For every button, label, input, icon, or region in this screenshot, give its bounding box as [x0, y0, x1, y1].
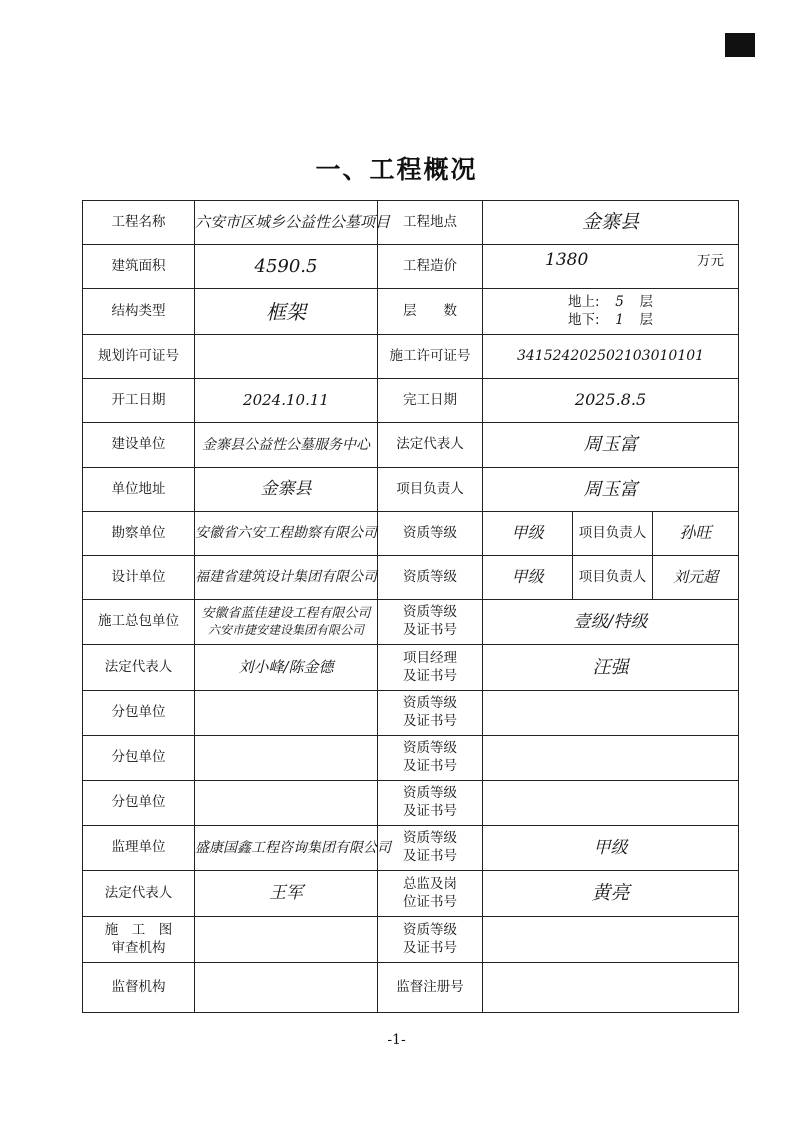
table-row [83, 691, 739, 736]
table-row [83, 736, 739, 781]
table-row [83, 556, 739, 600]
value-completion-date [483, 379, 739, 423]
value-subcontractor-3 [195, 781, 378, 826]
label-supervision-legal-rep: 法定代表人 [83, 871, 195, 917]
sub-1-qual-label-1: 资质等级 [403, 695, 457, 712]
value-start-date [195, 379, 378, 423]
above-ground-label: 地上: [567, 293, 600, 310]
chief-supervisor-value: 黄亮 [591, 882, 630, 905]
survey-unit-value: 安徽省六安工程勘察有限公司 [195, 525, 377, 542]
value-sub-3-grade [483, 781, 739, 826]
label-drawing-review [83, 917, 195, 963]
label-subcontractor-1: 分包单位 [83, 691, 195, 736]
value-floors [483, 289, 739, 335]
value-drawing-review-grade [483, 917, 739, 963]
label-supervision-unit: 监理单位 [83, 826, 195, 871]
table-row [83, 645, 739, 691]
supervision-legal-rep-value: 王军 [269, 883, 303, 904]
table-row [83, 871, 739, 917]
design-lead-value: 刘元超 [673, 567, 719, 586]
label-project-location: 工程地点 [378, 201, 483, 245]
label-address: 单位地址 [83, 468, 195, 512]
label-contractor-qual [378, 600, 483, 645]
project-cost-value: 1380 [545, 250, 589, 270]
value-supervision-unit [195, 826, 391, 871]
value-address [195, 468, 378, 512]
table-row [83, 963, 739, 1013]
floors-above-line [483, 294, 738, 312]
label-sub-1-qual [378, 691, 483, 736]
label-floors: 层 数 [378, 289, 483, 335]
drawing-review-qual-label-1: 资质等级 [403, 921, 457, 938]
drawing-review-qual-label-2: 及证书号 [403, 939, 457, 956]
table-row [83, 781, 739, 826]
table-row [83, 468, 739, 512]
design-unit-value: 福建省建筑设计集团有限公司 [195, 569, 377, 586]
value-regulatory-agency [195, 963, 378, 1013]
sub-2-qual-label-2: 及证书号 [403, 758, 457, 774]
cost-unit: 万元 [697, 253, 725, 269]
value-survey-unit [195, 512, 378, 556]
construction-permit-value: 341524202502103010101 [516, 348, 705, 365]
label-building-area: 建筑面积 [83, 245, 195, 289]
supervision-qual-label-2: 及证书号 [403, 848, 457, 864]
label-start-date: 开工日期 [83, 379, 195, 423]
value-project-cost [483, 245, 739, 289]
value-chief-supervisor [483, 871, 739, 917]
table-row [83, 600, 739, 645]
table-row [83, 512, 739, 556]
address-value: 金寨县 [260, 479, 312, 500]
sub-2-qual-label-1: 资质等级 [403, 740, 457, 757]
project-overview-table [82, 200, 739, 1013]
label-project-manager: 项目负责人 [378, 468, 483, 512]
contractor-legal-rep-value: 刘小峰/陈金德 [238, 657, 334, 676]
completion-date-value: 2025.8.5 [574, 390, 647, 410]
value-project-location [483, 201, 739, 245]
contractor-1-value: 安徽省蓝佳建设工程有限公司 [201, 605, 371, 621]
table-row [83, 335, 739, 379]
chief-supervisor-label-2: 位证书号 [403, 893, 457, 910]
project-location-value: 金寨县 [582, 211, 640, 234]
value-drawing-review [195, 917, 378, 963]
value-survey-grade [483, 512, 573, 556]
sub-3-qual-label-1: 资质等级 [403, 785, 457, 802]
floors-below-line [483, 312, 738, 330]
supervision-qual-label-1: 资质等级 [403, 830, 457, 847]
value-sub-1-grade [483, 691, 739, 736]
start-date-value: 2024.10.11 [243, 390, 329, 409]
label-pm-cert [378, 645, 483, 691]
value-contractor-pm [483, 645, 739, 691]
table-row [83, 245, 739, 289]
label-project-name: 工程名称 [83, 201, 195, 245]
developer-legal-rep-value: 周玉富 [583, 434, 638, 456]
below-ground-label: 地下: [567, 311, 600, 328]
label-regulatory-reg-no: 监督注册号 [378, 963, 483, 1013]
label-project-cost: 工程造价 [378, 245, 483, 289]
value-general-contractor [195, 600, 378, 645]
label-survey-unit: 勘察单位 [83, 512, 195, 556]
label-legal-rep: 法定代表人 [378, 423, 483, 468]
page-number: -1- [387, 1032, 406, 1048]
contractor-grade-value: 壹级/特级 [573, 611, 648, 632]
floors-below-value: 1 [615, 311, 624, 328]
value-survey-lead [653, 512, 739, 556]
label-survey-lead: 项目负责人 [573, 512, 653, 556]
table-row [83, 917, 739, 963]
developer-pm-value: 周玉富 [583, 478, 638, 500]
label-subcontractor-3: 分包单位 [83, 781, 195, 826]
drawing-review-label-1: 施 工 图 [104, 921, 173, 938]
sub-1-qual-label-2: 及证书号 [403, 713, 457, 729]
survey-grade-value: 甲级 [511, 523, 544, 543]
label-design-unit: 设计单位 [83, 556, 195, 600]
contractor-qual-label-2: 及证书号 [403, 622, 457, 638]
page-title: 一、工程概况 [315, 155, 478, 184]
value-contractor-legal-rep [195, 645, 378, 691]
sub-3-qual-label-2: 及证书号 [403, 803, 457, 819]
supervision-unit-value: 盛康国鑫工程咨询集团有限公司 [195, 839, 391, 856]
label-structure-type: 结构类型 [83, 289, 195, 335]
developer-value: 金寨县公益性公墓服务中心 [202, 436, 370, 453]
label-design-grade: 资质等级 [378, 556, 483, 600]
value-supervision-grade [483, 826, 739, 871]
pm-cert-label-2: 及证书号 [403, 667, 457, 684]
value-design-lead [653, 556, 739, 600]
label-sub-2-qual [378, 736, 483, 781]
survey-lead-value: 孙旺 [679, 523, 712, 543]
floors-above-value: 5 [615, 293, 624, 310]
value-regulatory-reg-no [483, 963, 739, 1013]
floor-unit-above: 层 [639, 293, 654, 310]
label-contractor-legal-rep: 法定代表人 [83, 645, 195, 691]
building-area-value: 4590.5 [254, 255, 318, 277]
label-drawing-review-qual [378, 917, 483, 963]
label-supervision-qual [378, 826, 483, 871]
contractor-pm-value: 汪强 [592, 656, 629, 678]
drawing-review-label-2: 审查机构 [111, 939, 166, 956]
value-developer-pm [483, 468, 739, 512]
label-completion-date: 完工日期 [378, 379, 483, 423]
floor-unit-below: 层 [639, 311, 654, 328]
value-construction-permit [483, 335, 739, 379]
value-subcontractor-2 [195, 736, 378, 781]
value-project-name [195, 201, 391, 245]
label-construction-permit: 施工许可证号 [378, 335, 483, 379]
value-building-area [195, 245, 378, 289]
value-design-unit [195, 556, 378, 600]
value-sub-2-grade [483, 736, 739, 781]
pm-cert-label-1: 项目经理 [403, 649, 457, 666]
label-design-lead: 项目负责人 [573, 556, 653, 600]
value-supervision-legal-rep [195, 871, 378, 917]
chief-supervisor-label-1: 总监及岗 [403, 875, 457, 892]
contractor-2-value: 六安市捷安建设集团有限公司 [207, 622, 364, 637]
label-developer: 建设单位 [83, 423, 195, 468]
table-row [83, 826, 739, 871]
table-row [83, 201, 739, 245]
label-sub-3-qual [378, 781, 483, 826]
table-row [83, 423, 739, 468]
corner-mark [725, 33, 755, 57]
label-general-contractor: 施工总包单位 [83, 600, 195, 645]
value-developer-legal-rep [483, 423, 739, 468]
value-planning-permit [195, 335, 378, 379]
label-survey-grade: 资质等级 [378, 512, 483, 556]
table-row [83, 379, 739, 423]
structure-type-value: 框架 [266, 299, 306, 324]
label-planning-permit: 规划许可证号 [83, 335, 195, 379]
contractor-qual-label-1: 资质等级 [403, 604, 457, 621]
value-contractor-grade [483, 600, 739, 645]
value-subcontractor-1 [195, 691, 378, 736]
project-name-value: 六安市区城乡公益性公墓项目 [195, 212, 391, 231]
label-regulatory-agency: 监督机构 [83, 963, 195, 1013]
table-row [83, 289, 739, 335]
supervision-grade-value: 甲级 [593, 837, 628, 858]
design-grade-value: 甲级 [511, 567, 544, 587]
label-subcontractor-2: 分包单位 [83, 736, 195, 781]
value-developer [195, 423, 378, 468]
value-structure-type [195, 289, 378, 335]
label-chief-supervisor [378, 871, 483, 917]
value-design-grade [483, 556, 573, 600]
